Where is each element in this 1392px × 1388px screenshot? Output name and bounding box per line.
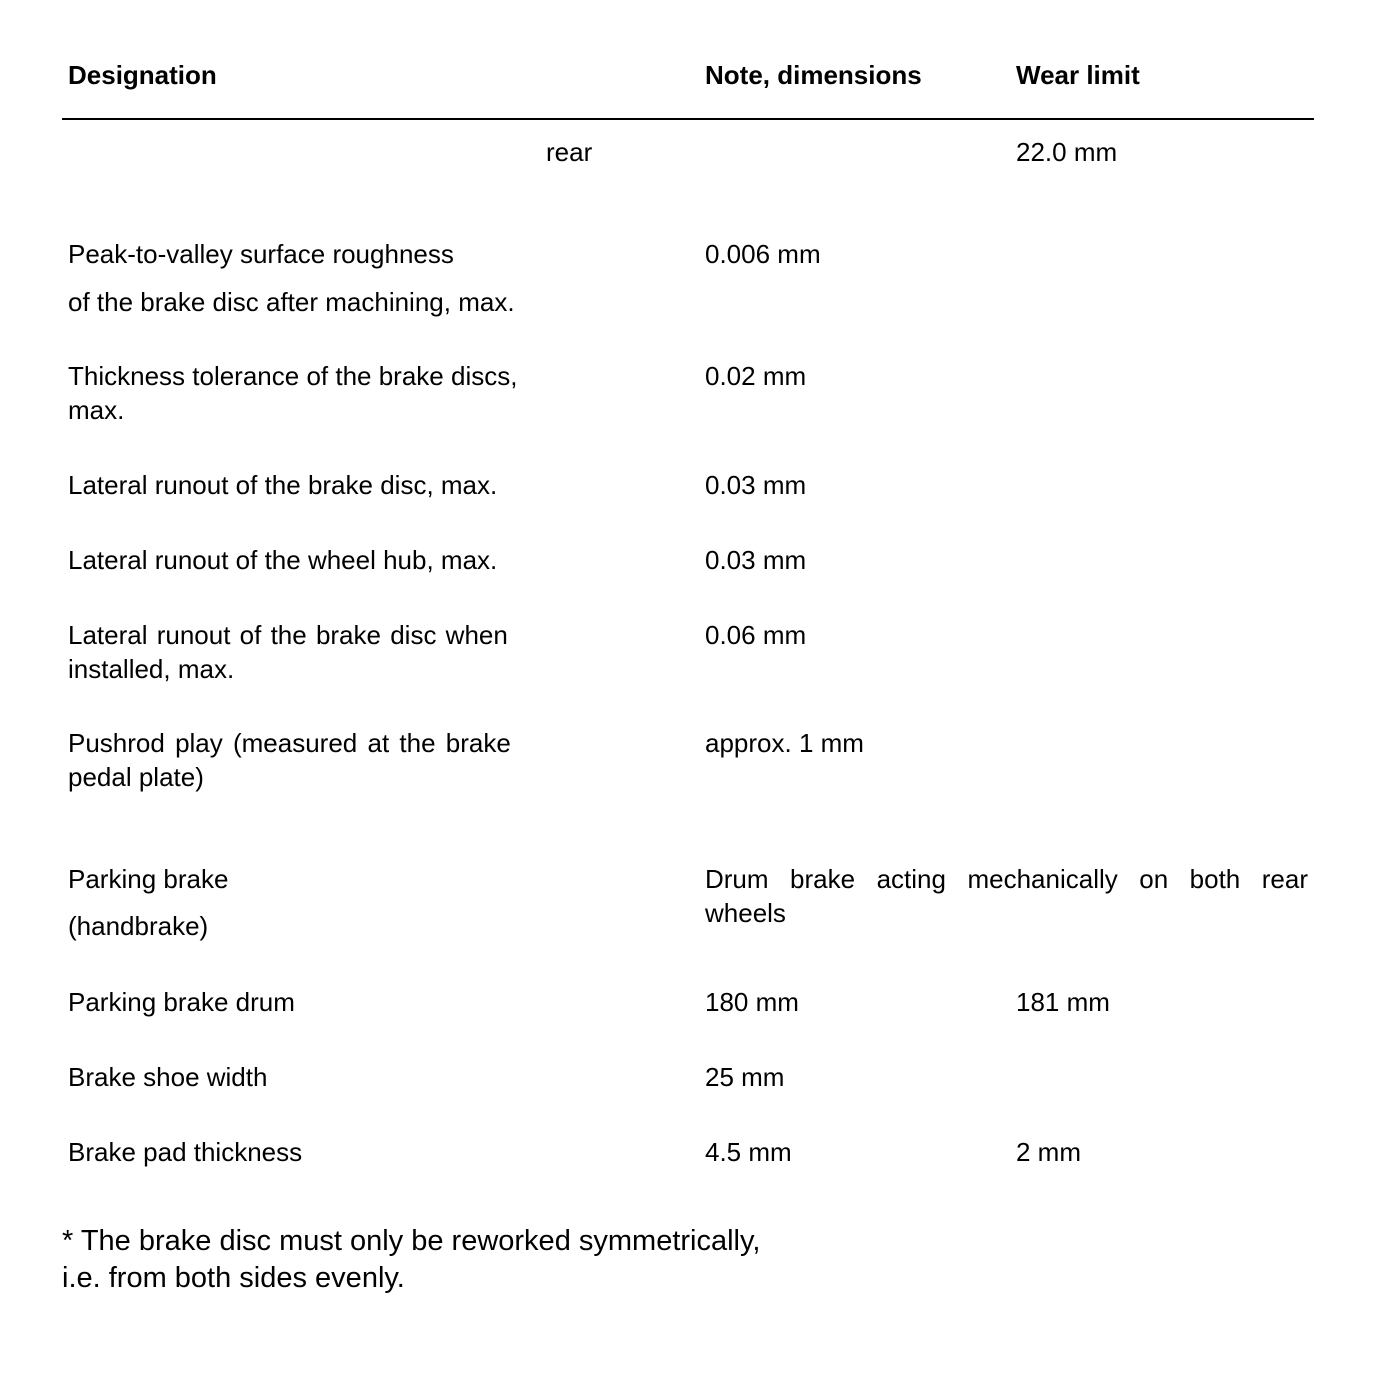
- row-thickness-tolerance-designation-line2: max.: [68, 395, 125, 425]
- row-shoe-width-designation: Brake shoe width: [68, 1062, 268, 1092]
- row-rear-designation: rear: [546, 137, 593, 167]
- row-pushrod-designation-line1: Pushrod play (measured at the brake: [68, 728, 511, 758]
- row-roughness-designation-line1: Peak-to-valley surface roughness: [68, 239, 454, 269]
- row-shoe-width-note: 25 mm: [705, 1062, 785, 1092]
- header-divider: [62, 118, 1314, 120]
- row-installed-runout-designation-line2: installed, max.: [68, 654, 235, 684]
- row-hub-runout-note: 0.03 mm: [705, 545, 807, 575]
- footnote-line1: * The brake disc must only be reworked symmetrically,: [62, 1225, 761, 1257]
- row-pad-thickness-designation: Brake pad thickness: [68, 1137, 303, 1167]
- row-installed-runout-note: 0.06 mm: [705, 620, 807, 650]
- row-pad-thickness-note: 4.5 mm: [705, 1137, 792, 1167]
- row-pushrod-designation-line2: pedal plate): [68, 762, 204, 792]
- row-hub-runout-designation: Lateral runout of the wheel hub, max.: [68, 545, 498, 575]
- header-designation: Designation: [68, 60, 217, 90]
- row-pad-thickness-wear-limit: 2 mm: [1016, 1137, 1081, 1167]
- row-drum-note: 180 mm: [705, 987, 799, 1017]
- row-roughness-note: 0.006 mm: [705, 239, 821, 269]
- row-parking-brake-designation-line1: Parking brake: [68, 864, 229, 894]
- row-installed-runout-designation-line1: Lateral runout of the brake disc when: [68, 620, 508, 650]
- row-drum-wear-limit: 181 mm: [1016, 987, 1110, 1017]
- row-roughness-designation-line2: of the brake disc after machining, max.: [68, 287, 515, 317]
- row-parking-brake-note-line1: Drum brake acting mechanically on both rear: [705, 864, 1308, 894]
- row-rear-wear-limit: 22.0 mm: [1016, 137, 1118, 167]
- header-note-dimensions: Note, dimensions: [705, 60, 922, 90]
- row-drum-designation: Parking brake drum: [68, 987, 295, 1017]
- row-thickness-tolerance-designation-line1: Thickness tolerance of the brake discs,: [68, 361, 518, 391]
- row-disc-runout-note: 0.03 mm: [705, 470, 807, 500]
- row-disc-runout-designation: Lateral runout of the brake disc, max.: [68, 470, 498, 500]
- row-parking-brake-note-line2: wheels: [705, 898, 786, 928]
- header-wear-limit: Wear limit: [1016, 60, 1140, 90]
- row-thickness-tolerance-note: 0.02 mm: [705, 361, 807, 391]
- footnote-line2: i.e. from both sides evenly.: [62, 1262, 405, 1294]
- row-pushrod-note: approx. 1 mm: [705, 728, 864, 758]
- row-parking-brake-designation-line2: (handbrake): [68, 911, 209, 941]
